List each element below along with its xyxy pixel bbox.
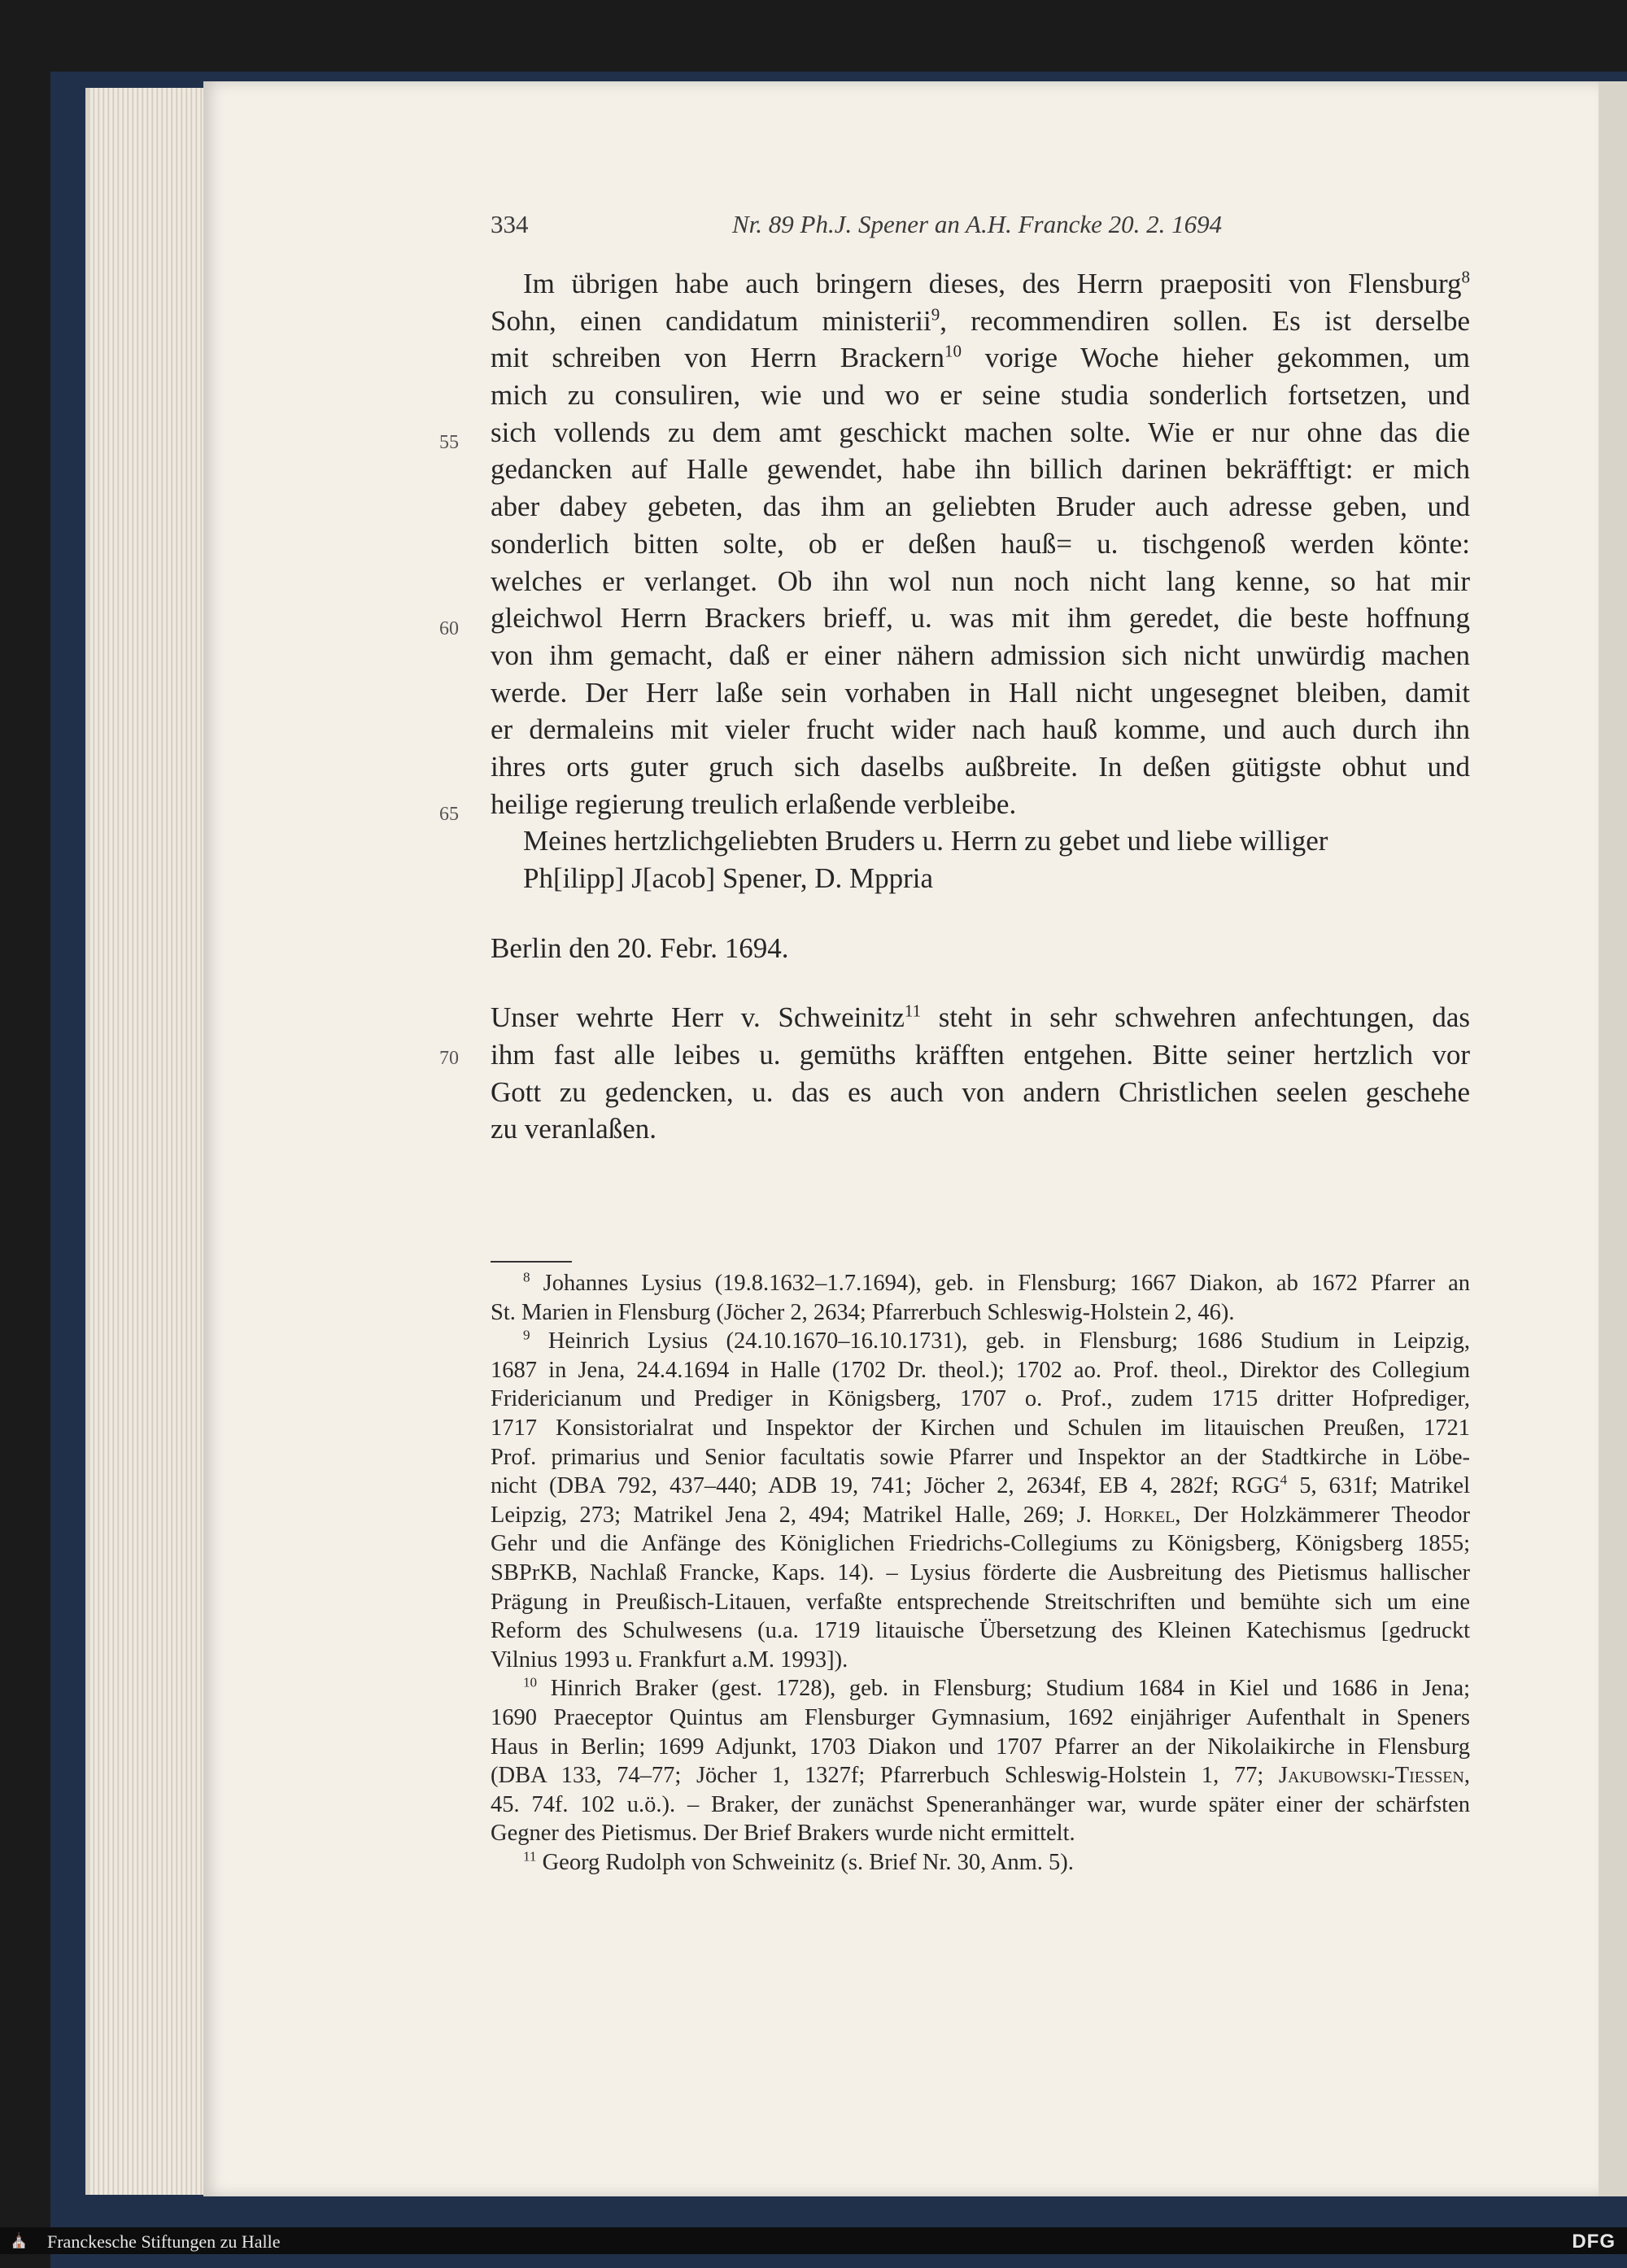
viewer-footer: [0, 2227, 1627, 2254]
postscript-line: zu veranlaßen.: [491, 1113, 657, 1145]
running-header: [491, 210, 1272, 242]
footnote-line: Gegner des Pietismus. Der Brief Brakers wurde nicht ermittelt.: [491, 1821, 1075, 1847]
footnote-ref: 10: [944, 341, 962, 361]
text-line: er dermaleins mit vieler frucht wider nach hauß komme, und auch durch ihn: [491, 713, 1470, 746]
footnote-line: 1687 in Jena, 24.4.1694 in Halle (1702 Dr. theol.); 1702 ao. Prof. theol., Direktor des Collegium: [491, 1357, 1470, 1383]
footnote-line: St. Marien in Flensburg (Jöcher 2, 2634; Pfarrerbuch Schleswig-Holstein 2, 46).: [491, 1299, 1235, 1325]
footnote-11: $^{11}$ Georg Rudolph von Schweinitz (s. Brief Nr. 30, Anm. 5).: [523, 1848, 1074, 1875]
footnotes: [491, 1269, 1470, 1877]
text-line: heilige regierung treulich erlaßende verbleibe.: [491, 787, 1017, 820]
footnote-line: SBPrKB, Nachlaß Francke, Kaps. 14). – Lysius förderte die Ausbreitung des Pietismus hallischer: [491, 1559, 1470, 1585]
institution-name: Franckesche Stiftungen zu Halle: [47, 2231, 281, 2252]
page-number: 334: [491, 210, 529, 238]
running-title: Nr. 89 Ph.J. Spener an A.H. Francke 20. 2. 1694: [732, 210, 1223, 238]
footnote-line: Vilnius 1993 u. Frankfurt a.M. 1993]).: [491, 1646, 848, 1673]
facing-page-edge: [1599, 81, 1627, 2196]
postscript-line: Unser wehrte Herr v. Schweinitz$^{11}$ steht in sehr schwehren anfechtungen, das: [491, 1001, 1470, 1034]
text-line: gedancken auf Halle gewendet, habe ihn billich darinen bekräfftigt: er mich: [491, 453, 1470, 486]
text-line: mit schreiben von Herrn Brackern$^{10}$ vorige Woche hieher gekommen, um: [491, 341, 1470, 374]
footnote-line: Reform des Schulwesens (u.a. 1719 litauische Übersetzung des Kleinen Katechismus [gedruckt: [491, 1618, 1470, 1644]
footnote-line: Prägung in Preußisch-Litauen, verfaßte entsprechende Streitschriften und bemühte sich um eine: [491, 1589, 1470, 1615]
page-edges: [85, 88, 208, 2195]
text-line: sonderlich bitten solte, ob er deßen hauß= u. tischgenoß werden könte:: [491, 527, 1470, 560]
text-line: Sohn, einen candidatum ministerii$^9$, recommendiren sollen. Es ist derselbe: [491, 304, 1470, 337]
footnote-9: $^9$ Heinrich Lysius (24.10.1670–16.10.1731), geb. in Flensburg; 1686 Studium in Leipzig,: [523, 1327, 1470, 1354]
footnote-line: (DBA 133, 74–77; Jöcher 1, 1327f; Pfarrerbuch Schleswig-Holstein 1, 77; Jakubowski-Tiessen,: [491, 1763, 1470, 1789]
line-number: 65: [439, 804, 459, 825]
footnote-10: $^{10}$ Hinrich Braker (gest. 1728), geb. in Flensburg; Studium 1684 in Kiel und 1686 in Jena;: [523, 1674, 1471, 1702]
footnote-line: nicht (DBA 792, 437–440; ADB 19, 741; Jöcher 2, 2634f, EB 4, 282f; RGG$^4$ 5, 631f; Matrikel: [491, 1472, 1471, 1499]
closing-line: Meines hertzlichgeliebten Bruders u. Herrn zu gebet und liebe williger: [523, 825, 1328, 857]
footnote-ref: 8: [1461, 267, 1470, 287]
footnote-8: $^8$ Johannes Lysius (19.8.1632–1.7.1694), geb. in Flensburg; 1667 Diakon, ab 1672 Pfarrer an: [523, 1269, 1471, 1296]
footnote-line: Fridericianum und Prediger in Königsberg, 1707 o. Prof., zudem 1715 dritter Hofprediger,: [491, 1386, 1470, 1412]
footnote-ref: 9: [931, 304, 940, 325]
footnote-line: 1717 Konsistorialrat und Inspektor der Kirchen und Schulen im litauischen Preußen, 1721: [491, 1415, 1470, 1441]
letter-date: Berlin den 20. Febr. 1694.: [491, 931, 789, 964]
line-number: 70: [439, 1048, 459, 1069]
footnote-line: Haus in Berlin; 1699 Adjunkt, 1703 Diakon und 1707 Pfarrer an der Nikolaikirche in Flensburg: [491, 1734, 1470, 1760]
institution-logo-icon: ⛪: [10, 2232, 28, 2248]
text-line: werde. Der Herr laße sein vorhaben in Hall nicht ungesegnet bleiben, damit: [491, 676, 1470, 709]
text-line: sich vollends zu dem amt geschickt machen solte. Wie er nur ohne das die: [491, 416, 1470, 448]
text-line: welches er verlanget. Ob ihn wol nun noch nicht lang kenne, so hat mir: [491, 565, 1470, 597]
text-line: Im übrigen habe auch bringern dieses, des Herrn praepositi von Flensburg$^8$: [523, 267, 1470, 299]
footnote-line: Gehr und die Anfänge des Königlichen Friedrichs-Collegiums zu Königsberg, Königsberg 1855;: [491, 1531, 1470, 1557]
dfg-logo: DFG: [1572, 2231, 1616, 2253]
text-line: aber dabey gebeten, das ihm an geliebten Bruder auch adresse geben, und: [491, 491, 1470, 523]
line-number: 55: [439, 432, 459, 453]
letter-body: [491, 265, 1470, 1148]
footnote-rule: [491, 1261, 572, 1263]
footnote-line: Leipzig, 273; Matrikel Jena 2, 494; Matrikel Halle, 269; J. Horkel, Der Holzkämmerer Theodor: [491, 1502, 1470, 1528]
footnote-line: 45. 74f. 102 u.ö.). – Braker, der zunächst Speneranhänger war, wurde später einer der schärfsten: [491, 1791, 1470, 1817]
line-number: 60: [439, 618, 459, 639]
signature: Ph[ilipp] J[acob] Spener, D. Mppria: [523, 862, 934, 894]
text-line: ihres orts guter gruch sich daselbs außbreite. In deßen gütigste obhut und: [491, 750, 1470, 783]
postscript-line: ihm fast alle leibes u. gemüths kräfften entgehen. Bitte seiner hertzlich vor: [491, 1039, 1470, 1071]
postscript-line: Gott zu gedencken, u. das es auch von andern Christlichen seelen geschehe: [491, 1075, 1470, 1108]
footnote-line: Prof. primarius und Senior facultatis sowie Pfarrer und Inspektor an der Stadtkirche in Löbe-: [491, 1444, 1470, 1470]
text-line: gleichwol Herrn Brackers brieff, u. was mit ihm geredet, die beste hoffnung: [491, 602, 1470, 635]
text-line: von ihm gemacht, daß er einer nähern admission sich nicht unwürdig machen: [491, 639, 1470, 671]
footnote-line: 1690 Praeceptor Quintus am Flensburger Gymnasium, 1692 einjähriger Aufenthalt in Speners: [491, 1704, 1470, 1730]
footnote-ref: 11: [904, 1001, 922, 1021]
text-line: mich zu consuliren, wie und wo er seine studia sonderlich fortsetzen, und: [491, 379, 1470, 412]
